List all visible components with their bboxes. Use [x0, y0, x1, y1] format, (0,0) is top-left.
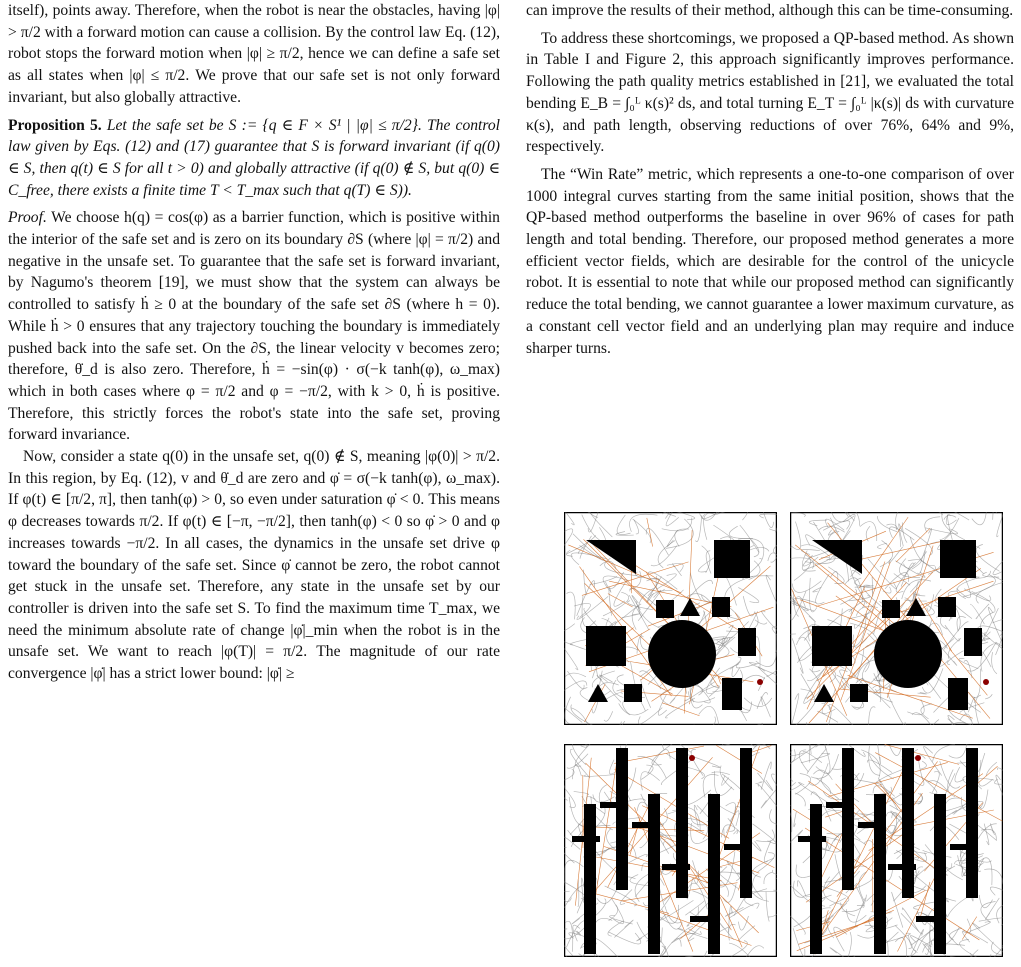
panel-top-left-plot [564, 512, 777, 725]
proposition-text: Let the safe set be S := {q ∈ F × S¹ | |φ| ≤ π/2}. The control law given by Eqs. (12) and (17) guarantee that S is forward invariant (if q(0) ∈ S, then q(t) ∈ S for all t > 0) and globally attractive (if q(0) ∉ S, but q(0) ∈ C_free, there exists a finite time T < T_max such that q(T) ∈ S)). [8, 116, 501, 199]
paragraph-continuation: can improve the results of their method, although this can be time-consuming. [526, 2, 1014, 19]
start-marker [983, 679, 989, 685]
obstacle-crossbar [662, 864, 690, 870]
proof-text: We choose h(q) = cos(φ) as a barrier function, which is positive within the interior of the safe set and is zero on its boundary ∂S (where |φ| = π/2) and negative in the unsafe set. To guarantee that the safe set is forward invariant, by Nagumo's theorem [19], we must show that the system can always be controlled to satisfy ḣ ≥ 0 at the boundary of the safe set ∂S (where h = 0). While ḣ > 0 ensures that any trajectory touching the boundary is immediately pushed back into the safe set. On the ∂S, the linear velocity v becomes zero; therefore, θ̇_d is also zero. Therefore, ḣ = −sin(φ) · σ(−k tanh(φ), ω_max) which in both cases where φ = π/2 and φ = −π/2, with k > 0, ḣ is positive. Therefore, this strictly forces the robot's state into the safe set, proving forward invariance. [8, 209, 500, 444]
obstacle-rect [964, 628, 982, 656]
obstacle-square [812, 626, 852, 666]
obstacle-bar [934, 794, 946, 954]
obstacle-circle [874, 620, 942, 688]
panel-top-left [564, 512, 777, 725]
obstacle-square [712, 597, 730, 617]
panel-top-right [790, 512, 1003, 725]
panel-top-right-plot [790, 512, 1003, 725]
obstacle-crossbar [916, 916, 940, 922]
obstacle-bar [810, 804, 822, 954]
obstacle-bar [676, 748, 688, 898]
obstacle-bar [902, 748, 914, 898]
left-column [8, 0, 500, 685]
obstacle-rect [948, 678, 968, 710]
obstacle-crossbar [632, 822, 660, 828]
paragraph-qp-method: To address these shortcomings, we proposed a QP-based method. As shown in Table I and Figure 2, this approach significantly improves performance. Following the path quality metrics established in [21], we evaluated the total bending E_B = ∫₀ᴸ κ(s)² ds, and total turning E_T = ∫₀ᴸ |κ(s)| ds with curvature κ(s), and path length, observing reductions of over 76%, 64% and 9%, respectively. [526, 29, 1014, 156]
panel-bottom-right-plot [790, 744, 1003, 957]
proposition-label: Proposition 5. [8, 116, 102, 134]
proof-block [8, 207, 500, 446]
obstacle-crossbar [690, 916, 714, 922]
obstacle-bar [842, 748, 854, 890]
obstacle-crossbar [798, 836, 826, 842]
figure-vector-fields [564, 512, 1004, 957]
paragraph-unsafe-set: Now, consider a state q(0) in the unsafe set, q(0) ∉ S, meaning |φ(0)| > π/2. In this region, by Eq. (12), v and θ̇_d are zero and φ̇ = σ(−k tanh(φ), ω_max). If φ(t) ∈ [π/2, π], then tanh(φ) > 0, so even under saturation φ̇ < 0. This means φ decreases towards π/2. If φ(t) ∈ [−π, −π/2], then tanh(φ) < 0 so φ̇ > 0 and φ increases towards −π/2. In all cases, the dynamics in the unsafe set drive φ toward the boundary of the safe set. Since φ̇ cannot be zero, the robot cannot get stuck in the unsafe set. Therefore, any state in the unsafe set by our controller is driven into the safe set S. To find the maximum time T_max, we need the minimum absolute rate of change |φ̇|_min when the robot is in the unsafe set. We want to reach |φ(T)| = π/2. The magnitude of our rate convergence |φ̇| has a strict lower bound: |φ̇| ≥ [8, 448, 500, 683]
obstacle-rect [738, 628, 756, 656]
obstacle-bar [616, 748, 628, 890]
obstacle-square [850, 684, 868, 702]
obstacle-square [714, 540, 750, 578]
obstacle-crossbar [724, 844, 750, 850]
obstacle-bar [584, 804, 596, 954]
obstacle-square [882, 600, 900, 618]
obstacle-crossbar [572, 836, 600, 842]
obstacle-crossbar [888, 864, 916, 870]
obstacle-bar [648, 794, 660, 954]
right-column [526, 0, 1014, 359]
proof-label: Proof. [8, 209, 47, 227]
paragraph-win-rate: The “Win Rate” metric, which represents a one-to-one comparison of over 1000 integral curves starting from the same initial position, shows that the QP-based method outperforms the baseline in over 96% of cases for path length and total bending. Therefore, our proposed method generates a more efficient vector fields, which are desirable for the control of the unicycle robot. It is essential to note that while our proposed method can significantly reduce the total bending, we cannot guarantee a lower maximum curvature, as a constant cell vector field and an underlying plan may require and induce sharper turns. [526, 165, 1014, 357]
obstacle-crossbar [858, 822, 886, 828]
obstacle-square [940, 540, 976, 578]
panel-bottom-left-plot [564, 744, 777, 957]
obstacle-crossbar [826, 802, 854, 808]
obstacle-square [586, 626, 626, 666]
start-marker [689, 755, 695, 761]
obstacle-square [624, 684, 642, 702]
obstacle-bar [708, 794, 720, 954]
start-marker [915, 755, 921, 761]
start-marker [757, 679, 763, 685]
obstacle-circle [648, 620, 716, 688]
obstacle-crossbar [950, 844, 976, 850]
obstacle-rect [722, 678, 742, 710]
obstacle-square [938, 597, 956, 617]
panel-bottom-right [790, 744, 1003, 957]
obstacle-crossbar [600, 802, 628, 808]
obstacle-bar [966, 748, 978, 898]
proposition-5 [8, 115, 500, 202]
paragraph-safe-set-intro: itself), points away. Therefore, when the robot is near the obstacles, having |φ| > π/2 with a forward motion can cause a collision. By the control law Eq. (12), robot stops the forward motion when |φ| ≥ π/2, hence we can define a safe set as all states when |φ| ≤ π/2. We prove that our safe set is not only forward invariant, but also globally attractive. [8, 2, 500, 106]
panel-bottom-left [564, 744, 777, 957]
obstacle-bar [740, 748, 752, 898]
obstacle-square [656, 600, 674, 618]
obstacle-bar [874, 794, 886, 954]
